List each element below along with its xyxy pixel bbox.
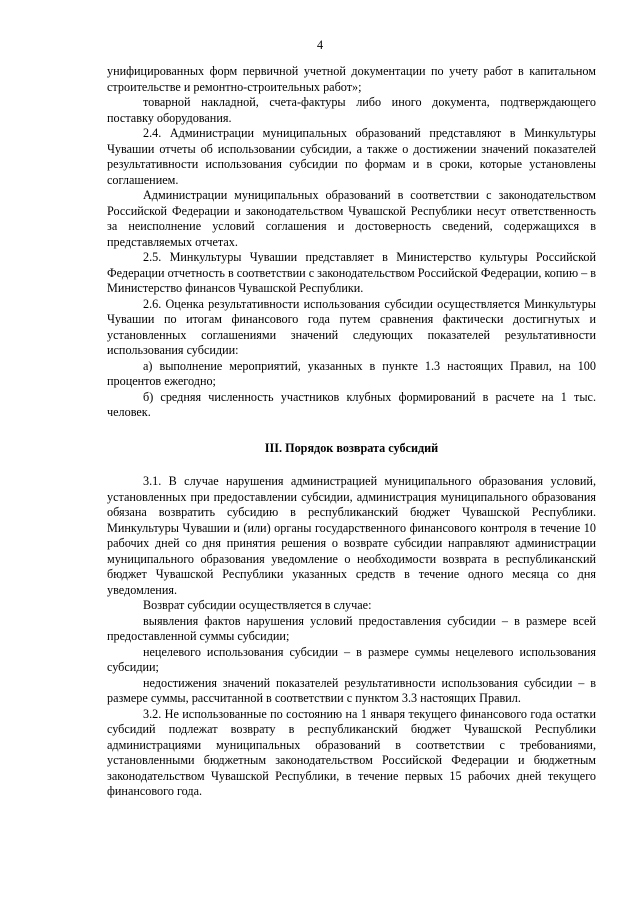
- paragraph: 3.1. В случае нарушения администрацией муниципального образования условий, установленных при предоставлении субсидии, администрация муниципального образования обязана возвратить субсидию в республиканский бюджет Чувашской Республики. Минкультуры Чувашии и (или) органы государственного финансового контроля в течение 10 рабочих дней со дня принятия решения о возврате субсидии направляют администрации муниципального образования уведомление о необходимости возврата в республиканский бюджет Чувашской Республики указанных средств в течение одного месяца со дня уведомления.: [107, 474, 596, 597]
- paragraph: нецелевого использования субсидии – в размере суммы нецелевого использования субсидии;: [107, 644, 596, 674]
- document-body: [107, 64, 596, 800]
- paragraph: 3.2. Не использованные по состоянию на 1 января текущего финансового года остатки субсидий подлежат возврату в республиканский бюджет Чувашской Республики администрациями муниципальных образований в соответствии с требованиями, установленными бюджетным законодательством Российской Федерации и бюджетным законодательством Чувашской Республики, в течение первых 15 рабочих дней текущего финансового года.: [107, 706, 596, 798]
- paragraph: Администрации муниципальных образований в соответствии с законодательством Российской Федерации и законодательством Чувашской Республики несут ответственность за неисполнение условий соглашения и достоверность сведений, содержащихся в представляемых отчетах.: [107, 188, 596, 249]
- paragraph: Возврат субсидии осуществляется в случае:: [143, 598, 372, 612]
- paragraph: недостижения значений показателей результативности использования субсидии – в размере суммы, рассчитанной в соответствии с пунктом 3.3 настоящих Правил.: [107, 675, 596, 705]
- paragraph: 2.4. Администрации муниципальных образований представляют в Минкультуры Чувашии отчеты об использовании субсидии, а также о достижении значений показателей результативности использования субсидии по формам и в сроки, которые установлены соглашением.: [107, 126, 596, 187]
- paragraph: унифицированных форм первичной учетной документации по учету работ в капитальном строительстве и ремонтно-строительных работ»;: [107, 64, 596, 94]
- paragraph: выявления фактов нарушения условий предоставления субсидии – в размере всей предоставленной суммы субсидии;: [107, 613, 596, 643]
- paragraph: а) выполнение мероприятий, указанных в пункте 1.3 настоящих Правил, на 100 процентов ежегодно;: [107, 358, 596, 388]
- paragraph: 2.5. Минкультуры Чувашии представляет в Министерство культуры Российской Федерации отчетность в соответствии с законодательством Российской Федерации, копию – в Министерство финансов Чувашской Республики.: [107, 250, 596, 295]
- section-heading: III. Порядок возврата субсидий: [264, 440, 439, 455]
- page-number: 4: [316, 38, 324, 52]
- paragraph: товарной накладной, счета-фактуры либо иного документа, подтверждающего поставку оборудования.: [107, 95, 596, 125]
- paragraph: 2.6. Оценка результативности использования субсидии осуществляется Минкультуры Чувашии по итогам финансового года путем сравнения фактически достигнутых и установленных соглашениями значений следующих показателей результативности использования субсидии:: [107, 296, 596, 357]
- paragraph: б) средняя численность участников клубных формирований в расчете на 1 тыс. человек.: [107, 389, 596, 419]
